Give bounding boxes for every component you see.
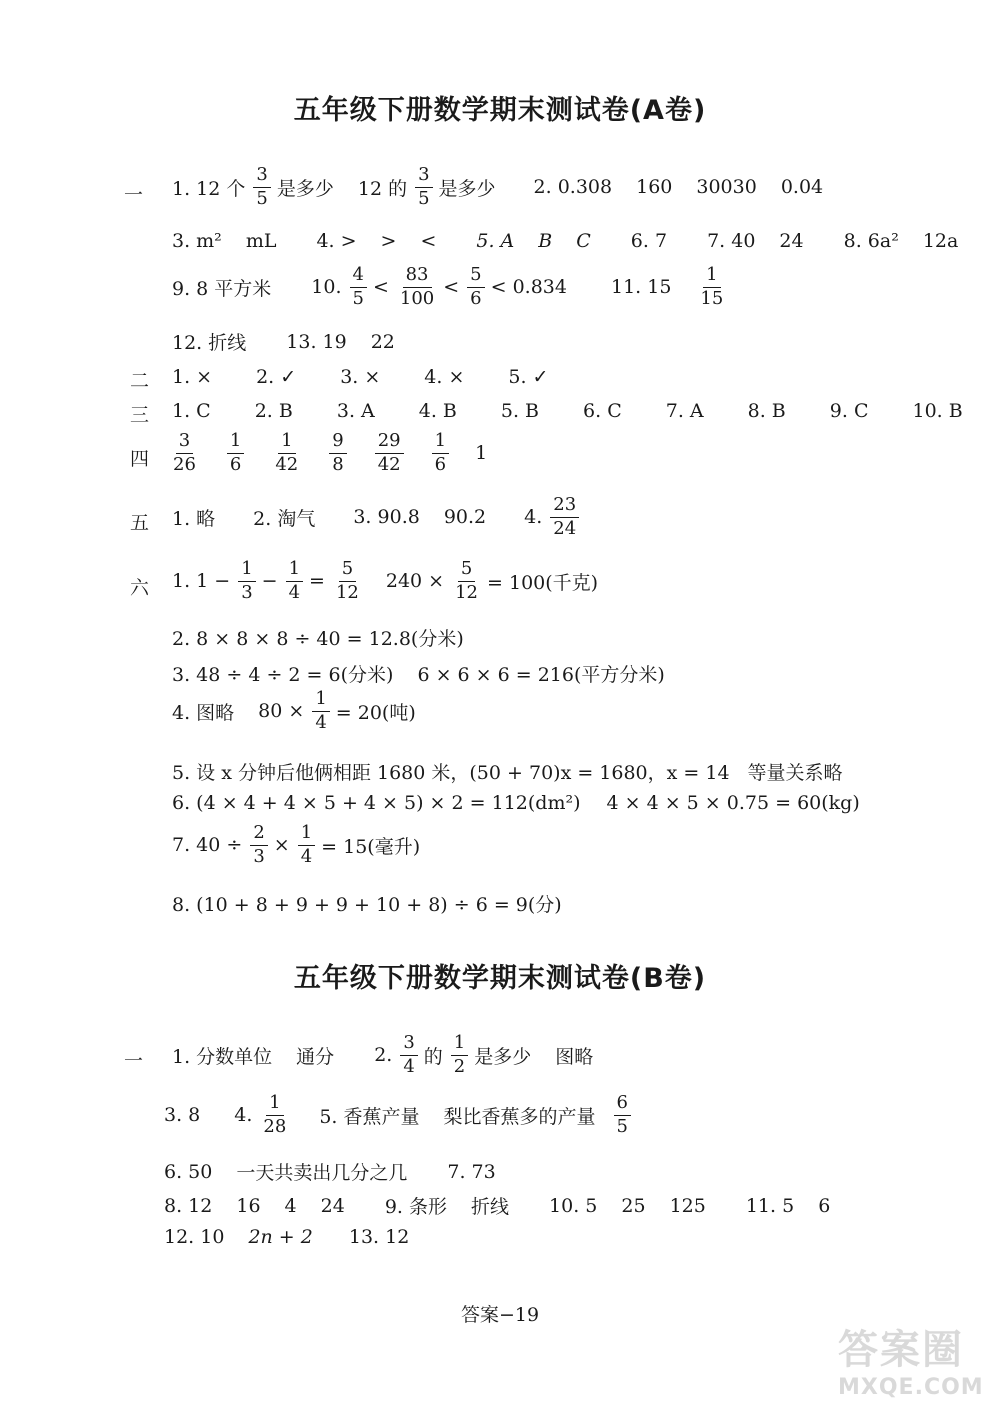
a6-q4b: 80 × bbox=[258, 700, 305, 723]
a6-line2 bbox=[172, 624, 488, 651]
b1-line3 bbox=[164, 1158, 520, 1185]
a4-fraction: 3 26 bbox=[173, 430, 196, 475]
a4-fraction: 1 6 bbox=[432, 432, 449, 475]
b1-line5 bbox=[164, 1226, 433, 1248]
a1-q1a: 1. 12 个 bbox=[172, 177, 246, 200]
a1-q5: 5. A bbox=[476, 230, 515, 252]
section-four-label: 四 bbox=[130, 448, 150, 470]
a4-fraction: 1 6 bbox=[227, 432, 244, 475]
a3-item: 6. C bbox=[583, 400, 622, 422]
a1-line2 bbox=[172, 230, 982, 252]
a6-q5: 5. 设 x 分钟后他俩相距 1680 米，(50 + 70)x = 1680，x = 14 bbox=[172, 762, 730, 784]
a6-q6b: 4 × 4 × 5 × 0.75 = 60(kg) bbox=[606, 792, 860, 814]
b-section-one-label: 一 bbox=[124, 1050, 144, 1072]
b1-line1 bbox=[172, 1034, 617, 1077]
section-one-label: 一 bbox=[124, 184, 144, 206]
a1-q8: 8. 6a² bbox=[843, 230, 899, 252]
b1-q8: 8. 12 bbox=[164, 1194, 213, 1217]
a3-line bbox=[172, 400, 987, 422]
a6-q4a: 4. 图略 bbox=[172, 701, 235, 724]
b1-q2m: 的 bbox=[423, 1045, 443, 1068]
a1-q10: 10. bbox=[311, 276, 342, 299]
a2-item: 1. × bbox=[172, 366, 213, 388]
a6-q1a: 1. 1 − bbox=[172, 570, 231, 593]
a1-q13: 13. 19 bbox=[286, 330, 347, 353]
a3-item: 8. B bbox=[747, 400, 786, 422]
b1-q4: 4. bbox=[234, 1104, 253, 1127]
b1-q8b: 16 bbox=[236, 1194, 261, 1217]
a6-equals: = bbox=[309, 570, 325, 593]
b1-q10b: 25 bbox=[621, 1194, 646, 1217]
a2-item: 5. ✓ bbox=[508, 366, 549, 388]
b1-q9b: 折线 bbox=[471, 1196, 510, 1218]
section-five-label: 五 bbox=[130, 512, 150, 534]
a5-q4: 4. bbox=[524, 506, 543, 529]
a1-q7b: 24 bbox=[779, 230, 804, 252]
a6-q2: 2. 8 × 8 × 8 ÷ 40 = 12.8(分米) bbox=[172, 628, 464, 650]
fraction-5-12: $\frac{5}{12}$ bbox=[335, 558, 359, 603]
a3-item: 1. C bbox=[172, 400, 211, 422]
a6-line5 bbox=[172, 758, 867, 785]
title-b: 五年级下册数学期末测试卷(B卷) bbox=[293, 963, 707, 994]
a1-q4b: > bbox=[380, 230, 397, 252]
a6-q1c: = 100(千克) bbox=[487, 571, 599, 594]
fraction-83-100: 83 100 bbox=[399, 264, 435, 309]
b1-q12b: 2n + 2 bbox=[248, 1226, 313, 1248]
fraction-6-5: 6 5 bbox=[614, 1094, 631, 1137]
a6-line7 bbox=[172, 824, 444, 867]
a1-line3 bbox=[172, 266, 750, 309]
a6-line4 bbox=[172, 690, 440, 733]
fraction-3-4: 3 4 bbox=[400, 1034, 417, 1077]
fraction-1-3: $\frac{1}{3}$ bbox=[238, 560, 255, 603]
a1-q8b: 12a bbox=[922, 230, 959, 252]
fraction-3-5-b: 3 5 bbox=[415, 166, 432, 209]
b1-q11: 11. 5 bbox=[745, 1194, 795, 1217]
a1-q10e: < 0.834 bbox=[490, 276, 567, 299]
b1-q7: 7. 73 bbox=[447, 1160, 496, 1183]
a6-line1 bbox=[172, 560, 622, 603]
a1-q9: 9. 8 平方米 bbox=[172, 277, 272, 300]
a1-q3b: mL bbox=[245, 230, 277, 252]
a1-lt2: < bbox=[443, 276, 460, 299]
a6-q8: 8. (10 + 8 + 9 + 9 + 10 + 8) ÷ 6 = 9(分) bbox=[172, 894, 562, 916]
a1-q2d: 0.04 bbox=[780, 176, 824, 199]
b1-q2e: 是多少 bbox=[474, 1045, 532, 1068]
fraction-1-4-c: $\frac{1}{4}$ bbox=[298, 824, 315, 867]
a3-item: 9. C bbox=[829, 400, 869, 422]
b1-q8c: 4 bbox=[284, 1194, 297, 1217]
fraction-23-24: 23 24 bbox=[550, 496, 579, 539]
a5-q2: 2. 淘气 bbox=[253, 507, 316, 530]
a6-q7c: = 15(毫升) bbox=[321, 835, 421, 858]
b1-q8d: 24 bbox=[320, 1194, 345, 1217]
a6-q3b: 6 × 6 × 6 = 216(平方分米) bbox=[417, 664, 665, 686]
a5-q3: 3. 90.8 bbox=[353, 506, 420, 529]
fraction-2-3: $\frac{2}{3}$ bbox=[250, 824, 267, 867]
a1-q2c: 30030 bbox=[696, 176, 757, 199]
b1-q2f: 图略 bbox=[555, 1045, 594, 1068]
fraction-5-12-b: $\frac{5}{12}$ bbox=[455, 558, 479, 603]
a6-q7m: × bbox=[273, 834, 290, 857]
a1-lt1: < bbox=[372, 276, 389, 299]
b1-line2 bbox=[164, 1094, 655, 1137]
a6-minus: − bbox=[261, 570, 278, 593]
b1-q12: 12. 10 bbox=[164, 1226, 225, 1248]
b1-q1b: 通分 bbox=[296, 1045, 335, 1068]
title-a: 五年级下册数学期末测试卷(A卷) bbox=[293, 95, 707, 126]
fraction-1-4-b: $\frac{1}{4}$ bbox=[312, 690, 329, 733]
a1-q1c: 12 的 bbox=[357, 177, 408, 200]
fraction-1-15: 1 15 bbox=[700, 264, 724, 309]
fraction-1-4: $\frac{1}{4}$ bbox=[286, 560, 303, 603]
a1-q5c: C bbox=[576, 230, 591, 252]
a3-item: 7. A bbox=[665, 400, 704, 422]
b1-q3: 3. 8 bbox=[164, 1104, 201, 1127]
a1-q11: 11. 15 bbox=[610, 276, 672, 299]
a1-q5b: B bbox=[538, 230, 553, 252]
a2-item: 3. × bbox=[340, 366, 381, 388]
a6-q3: 3. 48 ÷ 4 ÷ 2 = 6(分米) bbox=[172, 664, 394, 686]
a3-item: 3. A bbox=[336, 400, 375, 422]
a2-line bbox=[172, 366, 572, 388]
a1-q6: 6. 7 bbox=[630, 230, 668, 252]
a1-q3: 3. m² bbox=[172, 230, 222, 252]
a1-q12: 12. 折线 bbox=[172, 332, 247, 354]
fraction-5-6: 5 6 bbox=[467, 266, 484, 309]
b1-q13: 13. 12 bbox=[348, 1226, 410, 1248]
b1-q1: 1. 分数单位 bbox=[172, 1045, 273, 1068]
a1-q1b: 是多少 bbox=[276, 177, 334, 200]
a3-item: 10. B bbox=[912, 400, 963, 422]
section-six-label: 六 bbox=[130, 577, 150, 599]
a1-q4: 4. > bbox=[316, 230, 357, 252]
a2-item: 2. ✓ bbox=[256, 366, 297, 388]
a1-q2b: 160 bbox=[636, 176, 673, 199]
fraction-4-5: 4 5 bbox=[350, 266, 367, 309]
a4-fraction: 1 42 bbox=[275, 430, 299, 475]
b1-q6b: 一天共卖出几分之几 bbox=[236, 1162, 408, 1184]
a1-q7: 7. 40 bbox=[707, 230, 756, 252]
b1-q6: 6. 50 bbox=[164, 1160, 213, 1183]
a1-q13b: 22 bbox=[370, 330, 395, 353]
a4-fraction: 9 8 bbox=[329, 432, 346, 475]
a3-item: 2. B bbox=[254, 400, 293, 422]
a3-item: 4. B bbox=[418, 400, 457, 422]
b1-q10c: 125 bbox=[669, 1194, 706, 1217]
watermark-logo: 答案圈 MXQE.COM bbox=[838, 1327, 984, 1400]
a1-q2: 2. 0.308 bbox=[533, 176, 613, 199]
a5-q3b: 90.2 bbox=[443, 506, 487, 529]
page-footer: 答案−19 bbox=[460, 1304, 540, 1326]
fraction-1-28: 1 28 bbox=[263, 1092, 287, 1137]
a1-q1d: 是多少 bbox=[438, 177, 496, 200]
b1-q2: 2. bbox=[374, 1044, 393, 1067]
a2-item: 4. × bbox=[424, 366, 465, 388]
b1-q11b: 6 bbox=[818, 1194, 831, 1217]
fraction-1-2: 1 2 bbox=[451, 1034, 468, 1077]
a6-q6: 6. (4 × 4 + 4 × 5 + 4 × 5) × 2 = 112(dm²) bbox=[172, 792, 581, 814]
b1-q10: 10. 5 bbox=[549, 1194, 598, 1217]
a3-item: 5. B bbox=[500, 400, 540, 422]
a1-line1 bbox=[172, 166, 847, 209]
section-two-label: 二 bbox=[130, 370, 150, 392]
a6-q5b: 等量关系略 bbox=[747, 762, 843, 784]
b1-line4 bbox=[164, 1192, 854, 1219]
a6-line6 bbox=[172, 792, 884, 814]
b1-q5: 5. 香蕉产量 bbox=[319, 1105, 420, 1128]
a4-line bbox=[168, 432, 511, 475]
b1-q9: 9. 条形 bbox=[384, 1196, 447, 1218]
a6-q7a: 7. 40 ÷ bbox=[172, 834, 243, 857]
a6-line8 bbox=[172, 890, 586, 917]
a6-q4c: = 20(吨) bbox=[335, 701, 416, 724]
a1-q4c: < bbox=[420, 230, 437, 252]
section-three-label: 三 bbox=[130, 404, 150, 426]
a4-last: 1 bbox=[475, 442, 488, 465]
a6-q1b: 240 × bbox=[385, 570, 445, 593]
a6-line3 bbox=[172, 660, 689, 687]
a5-line bbox=[172, 496, 603, 539]
fraction-3-5: 3 5 bbox=[253, 166, 270, 209]
a5-q1: 1. 略 bbox=[172, 507, 216, 530]
a4-fraction: 29 42 bbox=[375, 432, 404, 475]
b1-q5b: 梨比香蕉多的产量 bbox=[443, 1105, 596, 1128]
a1-line4 bbox=[172, 328, 419, 355]
